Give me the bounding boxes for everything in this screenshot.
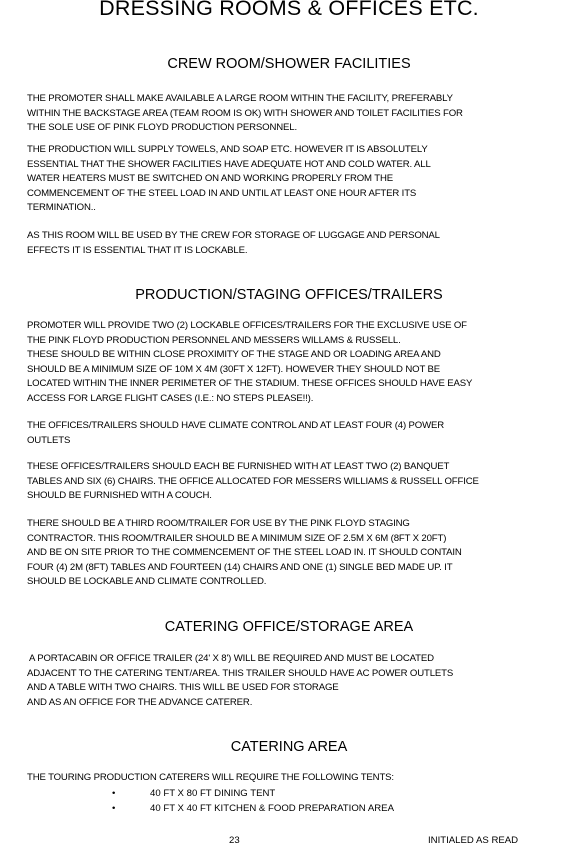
text-line: AND BE ON SITE PRIOR TO THE COMMENCEMENT OF THE STEEL LOAD IN. IT SHOULD CONTAIN [27, 547, 462, 559]
paragraph [27, 143, 567, 216]
paragraph [27, 652, 567, 710]
initialed-note: INITIALED AS READ [428, 835, 519, 846]
paragraph [27, 517, 567, 590]
section-heading-catering-area: CATERING AREA [230, 739, 348, 755]
text-line: ESSENTIAL THAT THE SHOWER FACILITIES HAVE ADEQUATE HOT AND COLD WATER. ALL [27, 158, 431, 170]
text-line: OUTLETS [27, 434, 71, 446]
text-line: FOUR (4) 2M (8FT) TABLES AND FOURTEEN (14) CHAIRS AND ONE (1) SINGLE BED MADE UP. IT [27, 561, 453, 573]
text-line: THE PRODUCTION WILL SUPPLY TOWELS, AND SOAP ETC. HOWEVER IT IS ABSOLUTELY [27, 144, 428, 155]
text-line: AND A TABLE WITH TWO CHAIRS. THIS WILL BE USED FOR STORAGE [27, 682, 339, 694]
text-line: THE PROMOTER SHALL MAKE AVAILABLE A LARGE ROOM WITHIN THE FACILITY, PREFERABLY [27, 93, 453, 104]
list-item-text: 40 FT X 40 FT KITCHEN & FOOD PREPARATION AREA [150, 803, 394, 814]
page-number: 23 [229, 835, 240, 846]
text-line: CONTRACTOR. THIS ROOM/TRAILER SHOULD BE A MINIMUM SIZE OF 2.5M X 6M (8FT X 20FT) [27, 532, 447, 544]
list-item-text: 40 FT X 80 FT DINING TENT [150, 788, 276, 799]
text-line: AS THIS ROOM WILL BE USED BY THE CREW FOR STORAGE OF LUGGAGE AND PERSONAL [27, 230, 440, 241]
page-title: DRESSING ROOMS & OFFICES ETC. [99, 0, 479, 20]
section-heading-catering-office: CATERING OFFICE/STORAGE AREA [164, 619, 414, 635]
paragraph [27, 460, 567, 504]
text-line: THE TOURING PRODUCTION CATERERS WILL REQUIRE THE FOLLOWING TENTS: [27, 772, 394, 783]
text-line: ADJACENT TO THE CATERING TENT/AREA. THIS TRAILER SHOULD HAVE AC POWER OUTLETS [27, 667, 454, 679]
text-line: THESE OFFICES/TRAILERS SHOULD EACH BE FURNISHED WITH AT LEAST TWO (2) BANQUET [27, 461, 450, 472]
text-line: LOCATED WITHIN THE INNER PERIMETER OF THE STADIUM. THESE OFFICES SHOULD HAVE EASY [27, 378, 473, 390]
text-line: PROMOTER WILL PROVIDE TWO (2) LOCKABLE OFFICES/TRAILERS FOR THE EXCLUSIVE USE OF [27, 320, 467, 331]
text-line: SHOULD BE LOCKABLE AND CLIMATE CONTROLLED. [27, 576, 267, 588]
text-line: EFFECTS IT IS ESSENTIAL THAT IT IS LOCKABLE. [27, 244, 248, 256]
paragraph [27, 419, 567, 448]
list-item [112, 786, 394, 801]
text-line: SHOULD BE A MINIMUM SIZE OF 10M X 4M (30FT X 12FT). HOWEVER THEY SHOULD NOT BE [27, 363, 440, 375]
text-line: TERMINATION.. [27, 202, 96, 214]
text-line: COMMENCEMENT OF THE STEEL LOAD IN AND UNTIL AT LEAST ONE HOUR AFTER ITS [27, 187, 417, 199]
text-line: TABLES AND SIX (6) CHAIRS. THE OFFICE ALLOCATED FOR MESSERS WILLIAMS & RUSSELL OFFICE [27, 475, 479, 487]
list-item [112, 801, 394, 816]
section-heading-production-offices: PRODUCTION/STAGING OFFICES/TRAILERS [135, 287, 443, 303]
paragraph [27, 229, 567, 258]
text-line: THE SOLE USE OF PINK FLOYD PRODUCTION PERSONNEL. [27, 122, 298, 134]
paragraph [27, 319, 567, 407]
bullet-icon: • [112, 803, 116, 814]
text-line: THERE SHOULD BE A THIRD ROOM/TRAILER FOR USE BY THE PINK FLOYD STAGING [27, 518, 410, 529]
paragraph [27, 771, 567, 786]
text-line: WITHIN THE BACKSTAGE AREA (TEAM ROOM IS OK) WITH SHOWER AND TOILET FACILITIES FOR [27, 107, 463, 119]
tent-list [112, 786, 394, 816]
text-line: A PORTACABIN OR OFFICE TRAILER (24' X 8') WILL BE REQUIRED AND MUST BE LOCATED [27, 653, 434, 664]
bullet-icon: • [112, 788, 116, 799]
text-line: ACCESS FOR LARGE FLIGHT CASES (I.E.: NO STEPS PLEASE!!). [27, 392, 314, 404]
text-line: SHOULD BE FURNISHED WITH A COUCH. [27, 490, 212, 502]
text-line: THE PINK FLOYD PRODUCTION PERSONNEL AND MESSERS WILLAMS & RUSSELL. [27, 334, 401, 346]
paragraph [27, 92, 567, 136]
section-heading-crew-room: CREW ROOM/SHOWER FACILITIES [167, 56, 411, 72]
text-line: THESE SHOULD BE WITHIN CLOSE PROXIMITY OF THE STAGE AND OR LOADING AREA AND [27, 349, 441, 361]
text-line: THE OFFICES/TRAILERS SHOULD HAVE CLIMATE CONTROL AND AT LEAST FOUR (4) POWER [27, 420, 445, 431]
text-line: WATER HEATERS MUST BE SWITCHED ON AND WORKING PROPERLY FROM THE [27, 173, 393, 185]
text-line: AND AS AN OFFICE FOR THE ADVANCE CATERER. [27, 696, 253, 708]
